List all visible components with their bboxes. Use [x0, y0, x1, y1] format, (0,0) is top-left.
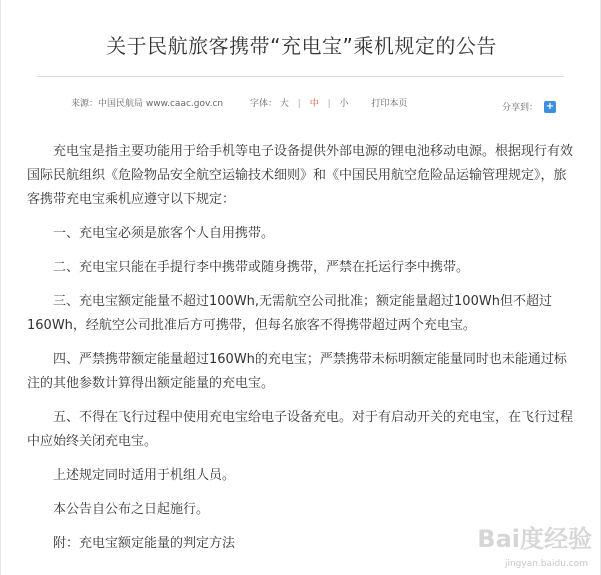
font-size-control	[250, 96, 349, 109]
page-title: 关于民航旅客携带“充电宝”乘机规定的公告	[106, 34, 497, 58]
watermark-brand: Bai度经验	[477, 525, 592, 553]
paragraph-rule-5: 五、不得在飞行过程中使用充电宝给电子设备充电。对于有启动开关的充电宝，在飞行过程中应始终关闭充电宝。	[27, 410, 574, 449]
title-divider	[37, 76, 564, 77]
paragraph-appendix: 附：充电宝额定能量的判定方法	[53, 536, 236, 551]
baidu-jingyan-watermark	[452, 519, 592, 569]
share-plus-icon[interactable]: +	[545, 100, 555, 112]
paragraph-rule-2: 二、充电宝只能在手提行李中携带或随身携带，严禁在托运行李中携带。	[53, 260, 470, 275]
paragraph-crew-note: 上述规定同时适用于机组人员。	[53, 468, 236, 483]
paragraph-rule-3: 三、充电宝额定能量不超过100Wh,无需航空公司批准；额定能量超过100Wh但不超过160Wh，经航空公司批准后方可携带，但每名旅客不得携带超过两个充电宝。	[27, 294, 552, 333]
font-size-separator: |	[297, 99, 301, 109]
article-body	[27, 140, 573, 566]
paragraph-intro: 充电宝是指主要功能用于给手机等电子设备提供外部电源的锂电池移动电源。根据现行有效国际民航组织《危险物品安全航空运输技术细则》和《中国民用航空危险品运输管理规定》，旅客携带充电宝乘机应遵守以下规定：	[27, 144, 574, 207]
watermark-url: jingyan.baidu.com	[504, 559, 588, 569]
font-size-large-button[interactable]: 大	[279, 99, 289, 109]
share-label: 分享到：	[501, 103, 538, 113]
font-size-medium-button[interactable]: 中	[309, 99, 319, 109]
font-size-small-button[interactable]: 小	[339, 99, 349, 109]
font-size-label: 字体：	[250, 99, 278, 109]
paragraph-rule-4: 四、严禁携带额定能量超过160Wh的充电宝；严禁携带未标明额定能量同时也未能通过标注的其他参数计算得出额定能量的充电宝。	[27, 352, 567, 391]
share-widget	[502, 100, 556, 113]
source-text: 来源：中国民航局 www.caac.gov.cn	[71, 99, 224, 109]
article-meta	[71, 96, 407, 109]
paragraph-rule-1: 一、充电宝必须是旅客个人自用携带。	[53, 226, 275, 241]
font-size-separator: |	[327, 99, 331, 109]
print-page-link[interactable]: 打印本页	[371, 99, 408, 109]
paragraph-effective-date: 本公告自公布之日起施行。	[53, 502, 210, 517]
